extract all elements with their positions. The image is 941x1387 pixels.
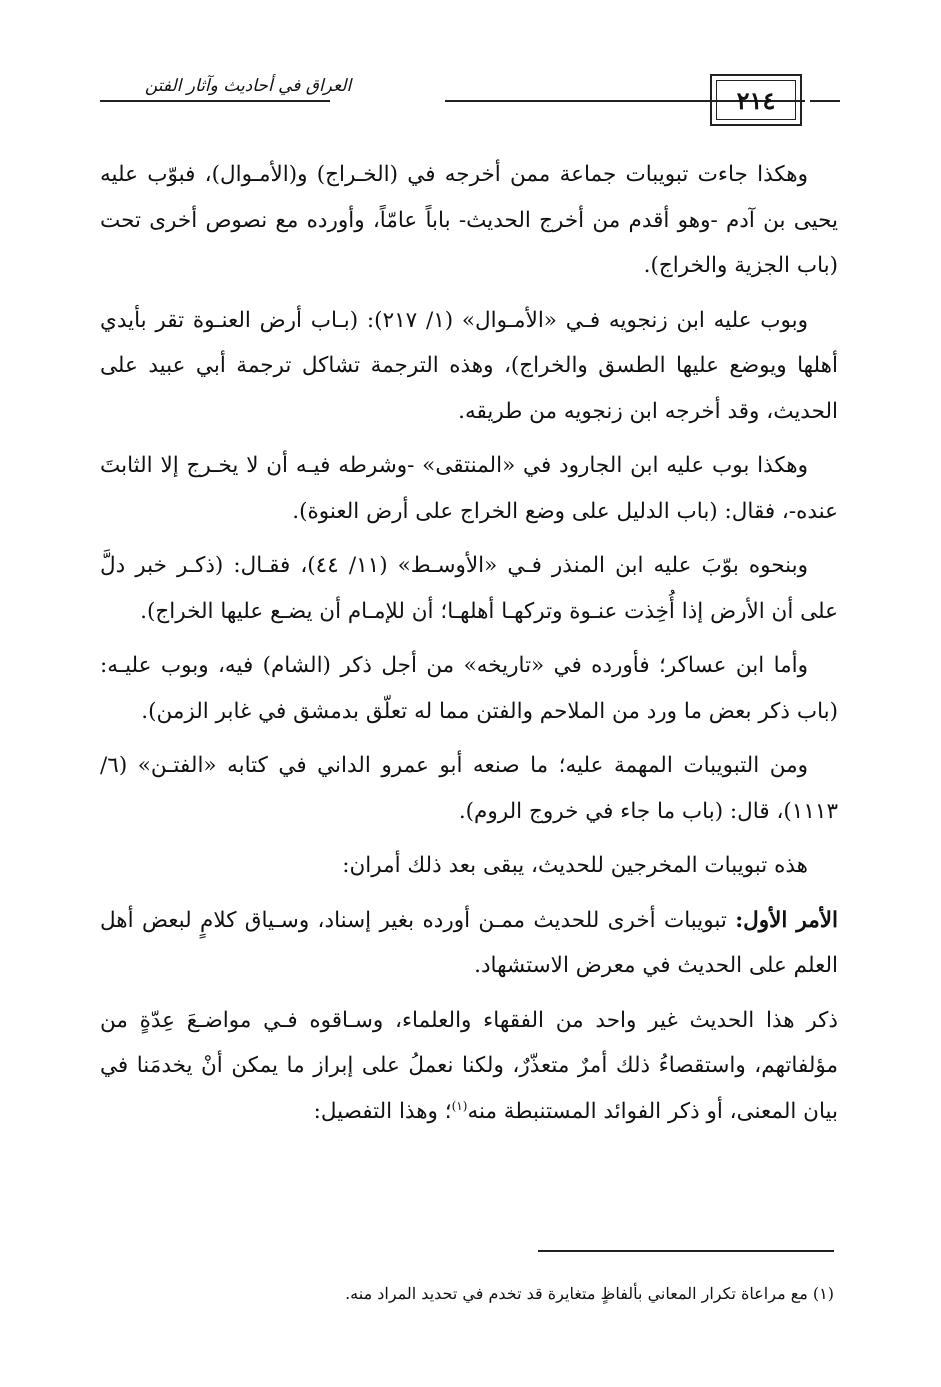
- first-matter-text: تبويبات أخرى للحديث ممـن أورده بغير إسناد، وسـياق كلامٍ لبعض أهل العلم على الحديث في معرض الاستشهاد.: [100, 907, 838, 978]
- main-text: [100, 152, 838, 1143]
- paragraph-6: ومن التبويبات المهمة عليه؛ ما صنعه أبو عمرو الداني في كتابه «الفتـن» (٦/ ١١١٣)، قال: (باب ما جاء في خروج الروم).: [100, 753, 838, 824]
- header-rule-left: [100, 100, 330, 102]
- paragraph-3: وهكذا بوب عليه ابن الجارود في «المنتقى» -وشرطه فيـه أن لا يخـرج إلا الثابتَ عنده-، فقال: (باب الدليل على وضع الخراج على أرض العنوة).: [100, 453, 838, 524]
- page-number-box: [710, 74, 802, 126]
- paragraph-2: وبوب عليه ابن زنجويه فـي «الأمـوال» (١/ ٢١٧): (بـاب أرض العنـوة تقر بأيدي أهلها ويوضع عليها الطسق والخراج)، وهذه الترجمة تشاكل ترجمة أبي عبيد على الحديث، وقد أخرجه ابن زنجويه من طريقه.: [100, 307, 838, 424]
- footnote-reference[interactable]: (١): [451, 1098, 468, 1113]
- paragraph-last: [100, 998, 838, 1135]
- paragraph-5: وأما ابن عساكر؛ فأورده في «تاريخه» من أجل ذكر (الشام) فيه، وبوب عليـه: (باب ذكر بعض ما ورد من الملاحم والفتن مما له تعلّق بدمشق في غابر الزمن).: [100, 653, 838, 724]
- page-number: ٢١٤: [716, 80, 796, 120]
- paragraph-1: وهكذا جاءت تبويبات جماعة ممن أخرجه في (الخـراج) و(الأمـوال)، فبوّب عليه يحيى بن آدم -وهو أقدم من أخرج الحديث- باباً عامّاً، وأورده مع نصوص أخرى تحت (باب الجزية والخراج).: [100, 162, 838, 278]
- paragraph-7: هذه تبويبات المخرجين للحديث، يبقى بعد ذلك أمران:: [342, 853, 808, 878]
- header-rule-right: [810, 100, 840, 102]
- paragraph-first-matter: [100, 898, 838, 989]
- running-title: العراق في أحاديث وآثار الفتن: [144, 76, 352, 96]
- last-paragraph-tail: ؛ وهذا التفصيل:: [313, 1098, 452, 1124]
- paragraph-4: وبنحوه بوّبَ عليه ابن المنذر فـي «الأوسـط» (١١/ ٤٤)، فقـال: (ذكـر خبر دلَّ على أن الأرض إذا أُخِذت عنـوة وتركهـا أهلهـا؛ أن للإمـام أن يضـع عليها الخراج).: [100, 553, 838, 624]
- page-header: [100, 70, 840, 132]
- footnote-1: (١) مع مراعاة تكرار المعاني بألفاظٍ متغايرة قد تخدم في تحديد المراد منه.: [345, 1284, 834, 1303]
- first-matter-label: الأمر الأول:: [735, 907, 838, 933]
- footnote-separator: [538, 1250, 834, 1252]
- last-paragraph-text: ذكر هذا الحديث غير واحد من الفقهاء والعلماء، وسـاقوه فـي مواضـعَ عِدّةٍ من مؤلفاتهم، واستقصاءُ ذلك أمرٌ متعذّرٌ، ولكنا نعملُ على إبراز ما يمكن أنْ يخدمَنا في بيان المعنى، أو ذكر الفوائد المستنبطة منه: [100, 1007, 839, 1124]
